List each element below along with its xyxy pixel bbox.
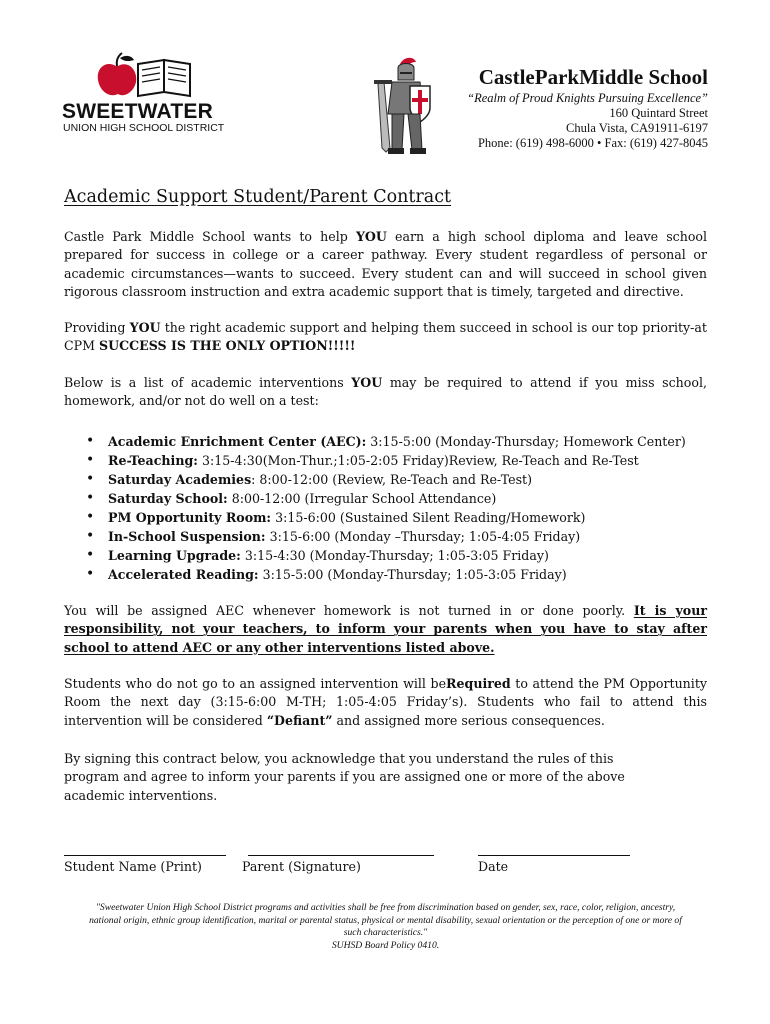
date-line[interactable] <box>478 855 630 856</box>
list-item: • Learning Upgrade: 3:15-4:30 (Monday-Thursday; 1:05-3:05 Friday) <box>86 546 726 565</box>
district-logo <box>60 52 225 134</box>
district-subtitle: UNION HIGH SCHOOL DISTRICT <box>63 122 225 134</box>
interventions-intro: Below is a list of academic interventions YOU may be required to attend if you miss school, homework, and/or not do well on a test: <box>64 375 707 409</box>
list-item: • PM Opportunity Room: 3:15-6:00 (Sustained Silent Reading/Homework) <box>86 508 726 527</box>
school-street: 160 Quintard Street <box>609 106 708 120</box>
parent-signature-line[interactable] <box>248 855 434 856</box>
school-city: Chula Vista, CA91911-6197 <box>566 121 708 135</box>
school-name: CastleParkMiddle School <box>478 65 708 89</box>
aec-paragraph: You will be assigned AEC whenever homework is not turned in or done poorly. It is your responsibility, not your teachers, to inform your parents when you have to stay after school to attend AEC or any other interventions listed above. <box>64 603 707 655</box>
date-label: Date <box>478 859 509 874</box>
student-name-line[interactable] <box>64 855 226 856</box>
district-name: SWEETWATER <box>62 100 213 123</box>
list-item: • Academic Enrichment Center (AEC): 3:15-5:00 (Monday-Thursday; Homework Center) <box>86 432 726 451</box>
interventions-list <box>86 432 726 584</box>
student-name-label: Student Name (Print) <box>64 859 202 874</box>
page-title: Academic Support Student/Parent Contract <box>64 187 452 207</box>
list-item: • Re-Teaching: 3:15-4:30(Mon-Thur.;1:05-2:05 Friday)Review, Re-Teach and Re-Test <box>86 451 726 470</box>
list-item: • Saturday Academies: 8:00-12:00 (Review, Re-Teach and Re-Test) <box>86 470 726 489</box>
school-header <box>467 64 708 151</box>
list-item: • Accelerated Reading: 3:15-5:00 (Monday-Thursday; 1:05-3:05 Friday) <box>86 565 726 584</box>
school-phone-fax: Phone: (619) 498-6000 • Fax: (619) 427-8045 <box>477 136 708 150</box>
signing-paragraph: By signing this contract below, you acknowledge that you understand the rules of this program and agree to inform your parents if you are assigned one or more of the above academic interventions. <box>64 751 625 803</box>
list-item: • In-School Suspension: 3:15-6:00 (Monday –Thursday; 1:05-4:05 Friday) <box>86 527 726 546</box>
priority-paragraph: Providing YOU the right academic support and helping them succeed in school is our top priority-at CPM SUCCESS IS THE ONLY OPTION!!!!! <box>64 320 707 354</box>
intro-paragraph: Castle Park Middle School wants to help YOU earn a high school diploma and leave school prepared for success in college or a career pathway. Every student regardless of personal or academic circumstances—wants to succeed. Every student can and will succeed in school given rigorous classroom instruction and extra academic support that is timely, targeted and directive. <box>64 229 708 299</box>
knight-mascot-icon <box>370 56 442 156</box>
parent-signature-label: Parent (Signature) <box>242 859 361 874</box>
nondiscrimination-policy: "Sweetwater Union High School District programs and activities shall be free from discrimination based on gender, sex, race, color, religion, ancestry, national origin, ethnic group identification, marital or parental status, physical or mental disability, sexual orientation or the perception of one or more of such characteristics." SUHSD Board Policy 0410. <box>89 902 682 951</box>
school-motto: “Realm of Proud Knights Pursuing Excellence” <box>467 91 708 105</box>
list-item: • Saturday School: 8:00-12:00 (Irregular School Attendance) <box>86 489 726 508</box>
required-paragraph: Students who do not go to an assigned intervention will beRequired to attend the PM Opportunity Room the next day (3:15-6:00 M-TH; 1:05-4:05 Friday’s). Students who fail to attend this intervention will be considered “Defiant” and assigned more serious consequences. <box>64 676 707 728</box>
apple-book-logo-icon <box>94 52 204 100</box>
